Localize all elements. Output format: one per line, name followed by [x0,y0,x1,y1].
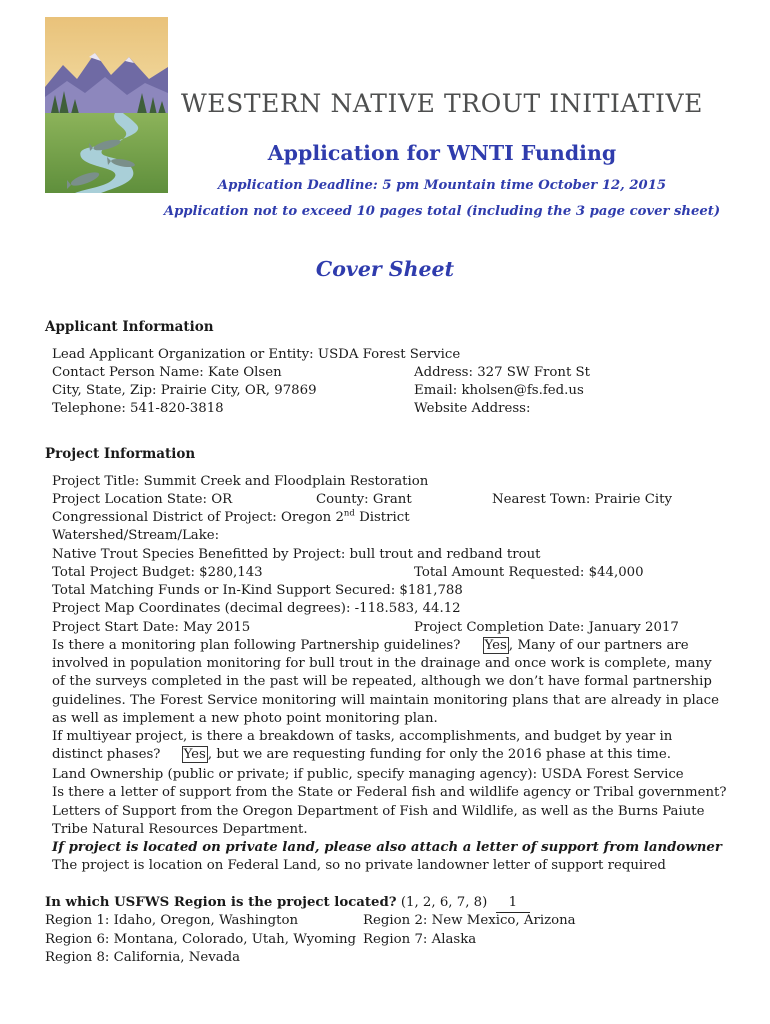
nearest-town: Nearest Town: Prairie City [492,492,673,507]
trout-landscape-logo-icon [45,17,168,193]
total-budget: Total Project Budget: $280,143 [52,565,263,580]
monitoring-yes-box: Yes [484,638,507,653]
org-name: WESTERN NATIVE TROUT INITIATIVE [181,89,704,118]
region-2: Region 2: New Mexico, Arizona [363,913,576,928]
wnti-logo [45,17,168,193]
matching-funds: Total Matching Funds or In-Kind Support Secured: $181,788 [52,583,463,598]
private-land-note: If project is located on private land, please also attach a letter of support from landowner [52,840,722,855]
monitoring-plan-answer: Is there a monitoring plan following Partnership guidelines? Yes , Many of our partners are involved in population monitoring for bull trout in the drainage and once work is complete, many of the surveys completed in the past will be repeated, although we don’t have formal partnership guidelines. The Forest Service monitoring will maintain monitoring plans that are already in place as well as implement a new photo point monitoring plan. [52,638,719,726]
lead-organization: Lead Applicant Organization or Entity: USDA Forest Service [52,347,461,362]
region-1: Region 1: Idaho, Oregon, Washington [45,913,299,928]
cover-sheet-heading: Cover Sheet [315,257,455,281]
completion-date: Project Completion Date: January 2017 [414,620,679,635]
trout-species: Native Trout Species Benefitted by Project: bull trout and redband trout [52,547,541,562]
land-ownership: Land Ownership (public or private; if public, specify managing agency): USDA Forest Service [52,767,684,782]
region-answer: 1 [496,894,530,913]
start-date: Project Start Date: May 2015 [52,620,251,635]
telephone: Telephone: 541-820-3818 [52,401,224,416]
website-address: Website Address: [414,401,531,416]
page-title: Application for WNTI Funding [267,141,617,165]
applicant-info-heading: Applicant Information [45,319,214,335]
city-state-zip: City, State, Zip: Prairie City, OR, 97869 [52,383,317,398]
multiyear-answer: If multiyear project, is there a breakdown of tasks, accomplishments, and budget by year in distinct phases? Yes , but we are requesting funding for only the 2016 phase at this time. [52,729,673,763]
region-6: Region 6: Montana, Colorado, Utah, Wyoming [45,932,357,947]
application-deadline: Application Deadline: 5 pm Mountain time October 12, 2015 [217,178,667,193]
multiyear-yes-box: Yes [183,747,206,763]
map-coordinates: Project Map Coordinates (decimal degrees): -118.583, 44.12 [52,601,461,616]
usfws-region-question: In which USFWS Region is the project located? (1, 2, 6, 7, 8) 1 [45,894,530,913]
region-7: Region 7: Alaska [363,932,477,947]
page-limit-note: Application not to exceed 10 pages total (including the 3 page cover sheet) [163,204,721,219]
project-state: Project Location State: OR [52,492,233,507]
letter-of-support-question: Is there a letter of support from the State or Federal fish and wildlife agency or Tribal government? [52,785,727,800]
letter-of-support-answer: Letters of Support from the Oregon Department of Fish and Wildlife, as well as the Burns Paiute Tribe Natural Resources Department. [52,804,705,838]
address: Address: 327 SW Front St [414,365,590,380]
private-land-answer: The project is location on Federal Land, so no private landowner letter of support required [52,858,666,873]
congressional-district: Congressional District of Project: Oregon 2nd District [52,508,410,525]
region-8: Region 8: California, Nevada [45,950,241,965]
watershed: Watershed/Stream/Lake: [52,528,220,543]
project-county: County: Grant [316,492,412,507]
amount-requested: Total Amount Requested: $44,000 [414,565,644,580]
email: Email: kholsen@fs.fed.us [414,383,584,398]
contact-person: Contact Person Name: Kate Olsen [52,365,282,380]
project-title: Project Title: Summit Creek and Floodplain Restoration [52,474,429,489]
project-info-heading: Project Information [45,446,196,462]
